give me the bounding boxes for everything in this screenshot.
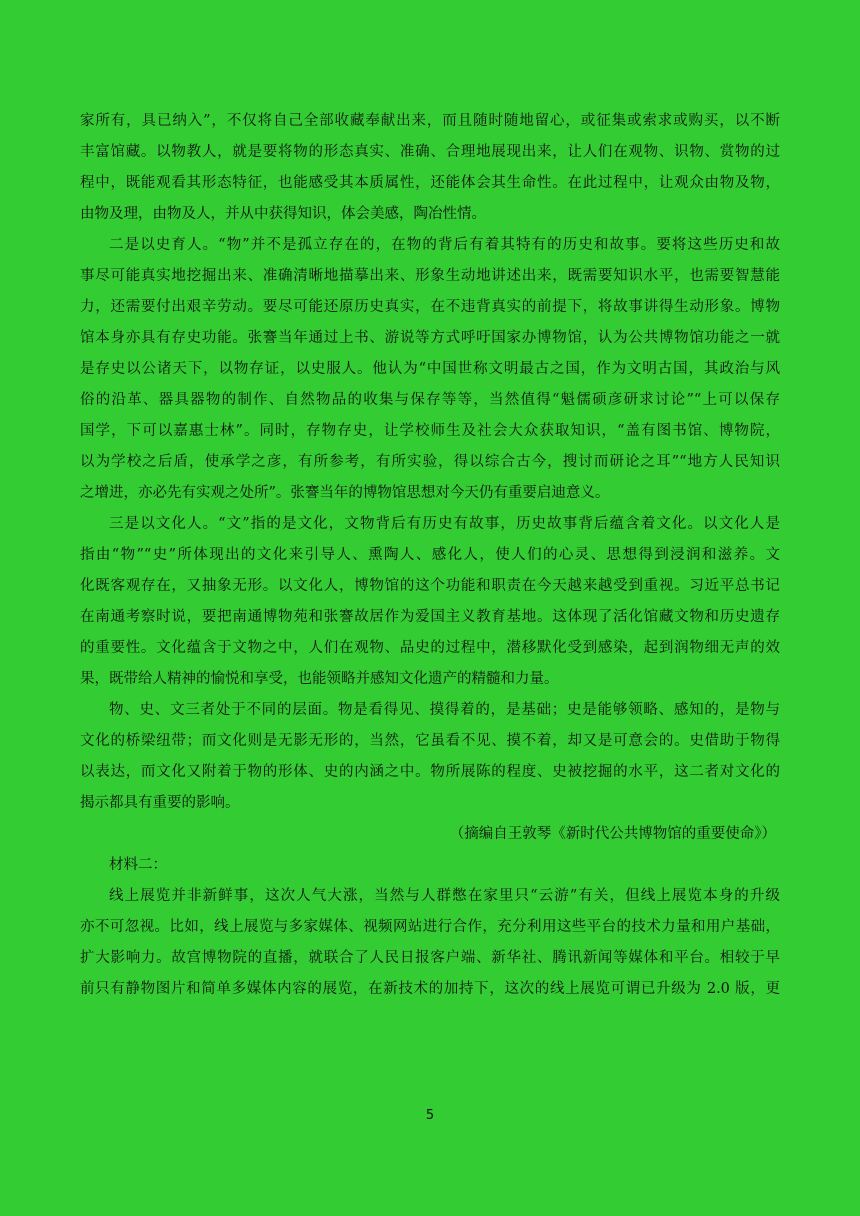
text-line: 事尽可能真实地挖掘出来、准确清晰地描摹出来、形象生动地讲述出来，既需要知识水平，也需要智慧能	[80, 268, 780, 284]
text-line: 揭示都具有重要的影响。	[80, 795, 240, 811]
text-line: 在南通考察时说，要把南通博物苑和张謇故居作为爱国主义教育基地。这体现了活化馆藏文物和历史遗存	[80, 609, 780, 625]
text-line: 丰富馆藏。以物教人，就是要将物的形态真实、准确、合理地展现出来，让人们在观物、识物、赏物的过	[80, 144, 780, 160]
text-line: 果，既带给人精神的愉悦和享受，也能领略并感知文化遗产的精髓和力量。	[80, 671, 559, 687]
page-number: 5	[425, 1108, 435, 1123]
text-line: 线上展览并非新鲜事，这次人气大涨，当然与人群憋在家里只“云游”有关，但线上展览本身的升级	[109, 888, 780, 904]
text-line: 物、史、文三者处于不同的层面。物是看得见、摸得着的，是基础；史是能够领略、感知的，是物与	[109, 702, 780, 718]
text-line: 化既客观存在，又抽象无形。以文化人，博物馆的这个功能和职责在今天越来越受到重视。习近平总书记	[80, 578, 780, 594]
text-line: 家所有，具已纳入”，不仅将自己全部收藏奉献出来，而且随时随地留心，或征集或索求或购买，以不断	[80, 113, 780, 129]
body-text	[80, 106, 780, 1005]
text-line: 国学，下可以嘉惠士林”。同时，存物存史，让学校师生及社会大众获取知识，“盖有图书馆、博物院，	[80, 423, 780, 439]
source-citation: （摘编自王敦琴《新时代公共博物馆的重要使命》）	[449, 826, 776, 842]
text-line: 以为学校之后盾，使承学之彦，有所参考，有所实验，得以综合古今，搜讨而研论之耳”“地方人民知识	[80, 454, 780, 470]
text-line: 亦不可忽视。比如，线上展览与多家媒体、视频网站进行合作，充分利用这些平台的技术力量和用户基础，	[80, 919, 780, 935]
text-line: 文化的桥梁纽带；而文化则是无影无形的，当然，它虽看不见、摸不着，却又是可意会的。史借助于物得	[80, 733, 780, 749]
text-line: 程中，既能观看其形态特征，也能感受其本质属性，还能体会其生命性。在此过程中，让观众由物及物，	[80, 175, 780, 191]
text-line: 馆本身亦具有存史功能。张謇当年通过上书、游说等方式呼吁国家办博物馆，认为公共博物馆功能之一就	[80, 330, 780, 346]
text-line: 指由“物”“史”所体现出的文化来引导人、熏陶人、感化人，使人们的心灵、思想得到浸润和滋养。文	[80, 547, 780, 563]
text-line: 二是以史育人。“物”并不是孤立存在的，在物的背后有着其特有的历史和故事。要将这些历史和故	[109, 237, 780, 253]
text-line: 以表达，而文化又附着于物的形体、史的内涵之中。物所展陈的程度、史被挖掘的水平，这二者对文化的	[80, 764, 780, 780]
text-line: 前只有静物图片和简单多媒体内容的展览，在新技术的加持下，这次的线上展览可谓已升级为 2.0 版，更	[80, 981, 780, 997]
text-line: 俗的沿革、器具器物的制作、自然物品的收集与保存等等，当然值得“魁儒硕彦研求讨论”“上可以保存	[80, 392, 780, 408]
text-line: 力，还需要付出艰辛劳动。要尽可能还原历史真实，在不违背真实的前提下，将故事讲得生动形象。博物	[80, 299, 780, 315]
section-heading: 材料二：	[109, 857, 167, 873]
text-line: 的重要性。文化蕴含于文物之中，人们在观物、品史的过程中，潜移默化受到感染，起到润物细无声的效	[80, 640, 780, 656]
text-line: 三是以文化人。“文”指的是文化，文物背后有历史有故事，历史故事背后蕴含着文化。以文化人是	[109, 516, 780, 532]
text-line: 是存史以公诸天下，以物存证，以史服人。他认为“中国世称文明最古之国，作为文明古国，其政治与风	[80, 361, 780, 377]
text-line: 由物及理，由物及人，并从中获得知识，体会美感，陶冶性情。	[80, 206, 486, 222]
text-line: 之增进，亦必先有实观之处所”。张謇当年的博物馆思想对今天仍有重要启迪意义。	[80, 485, 610, 501]
text-line: 扩大影响力。故宫博物院的直播，就联合了人民日报客户端、新华社、腾讯新闻等媒体和平台。相较于早	[80, 950, 780, 966]
